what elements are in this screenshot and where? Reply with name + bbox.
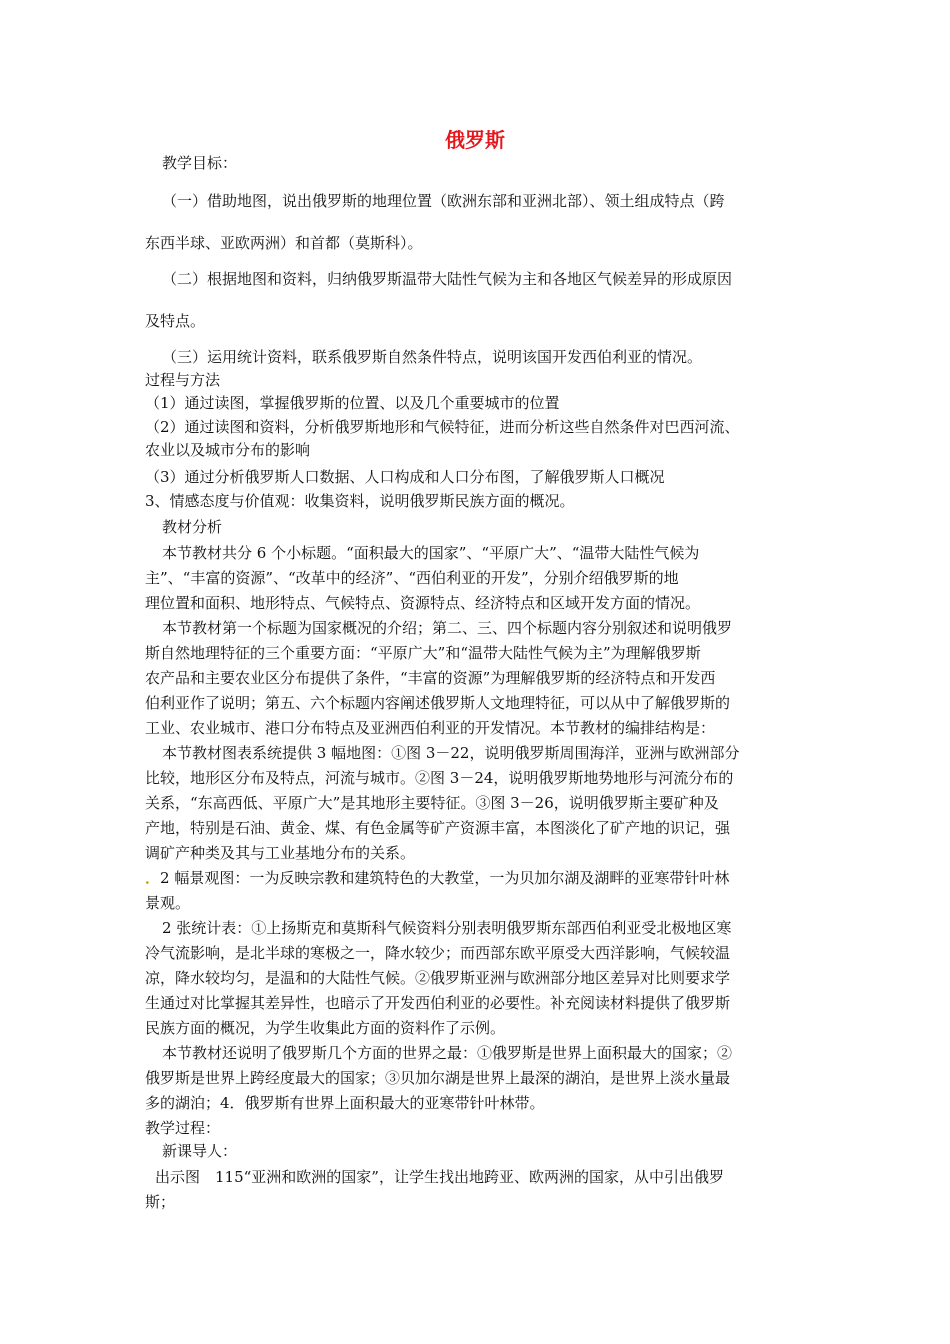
analysis-para-6-line-2: 俄罗斯是世界上跨经度最大的国家；③贝加尔湖是世界上最深的湖泊，是世界上淡水量最 xyxy=(145,1069,731,1087)
objectives-heading: 教学目标： xyxy=(162,154,238,172)
analysis-para-6-line-3: 多的湖泊；4．俄罗斯有世界上面积最大的亚寒带针叶林带。 xyxy=(145,1094,545,1112)
page-title: 俄罗斯 xyxy=(445,128,505,152)
bullet-dot: ． xyxy=(145,869,161,887)
analysis-para-3-line-5: 调矿产种类及其与工业基地分布的关系。 xyxy=(145,844,416,862)
objective-2-line-2: 及特点。 xyxy=(145,312,206,330)
analysis-para-1-line-3: 理位置和面积、地形特点、气候特点、资源特点、经济特点和区域开发方面的情况。 xyxy=(145,594,701,612)
objective-1-line-2: 东西半球、亚欧两洲）和首都（莫斯科）。 xyxy=(145,234,423,252)
analysis-para-5-line-4: 生通过对比掌握其差异性，也暗示了开发西伯利亚的必要性。补充阅读材料提供了俄罗斯 xyxy=(145,994,731,1012)
analysis-para-3-line-3: 关系，“东高西低、平原广大”是其地形主要特征。③图 3－26，说明俄罗斯主要矿种及 xyxy=(145,794,719,812)
analysis-para-2-line-3: 农产品和主要农业区分布提供了条件，“丰富的资源”为理解俄罗斯的经济特点和开发西 xyxy=(145,669,716,687)
process-item-2-line-2: 农业以及城市分布的影响 xyxy=(145,441,311,459)
analysis-para-5-line-1: 2 张统计表：①上扬斯克和莫斯科气候资料分别表明俄罗斯东部西伯利亚受北极地区寒 xyxy=(162,919,732,937)
analysis-para-4-line-1 xyxy=(145,867,810,889)
teaching-process-heading: 教学过程： xyxy=(145,1119,221,1137)
process-item-2-line-1: （2）通过读图和资料，分析俄罗斯地形和气候特征，进而分析这些自然条件对巴西河流、 xyxy=(145,418,740,436)
objective-2-line-1: （二）根据地图和资料，归纳俄罗斯温带大陆性气候为主和各地区气候差异的形成原因 xyxy=(162,270,733,288)
analysis-para-3-line-2: 比较，地形区分布及特点，河流与城市。②图 3－24，说明俄罗斯地势地形与河流分布的 xyxy=(145,769,734,787)
objective-3: （三）运用统计资料，联系俄罗斯自然条件特点，说明该国开发西伯利亚的情况。 xyxy=(162,348,703,366)
analysis-para-4-line-2: 景观。 xyxy=(145,894,191,912)
analysis-para-6-line-1: 本节教材还说明了俄罗斯几个方面的世界之最：①俄罗斯是世界上面积最大的国家；② xyxy=(162,1044,733,1062)
analysis-para-1-line-1: 本节教材共分 6 个小标题。“面积最大的国家”、“平原广大”、“温带大陆性气候为 xyxy=(162,544,700,562)
analysis-para-4-text: 2 幅景观图：一为反映宗教和建筑特色的大教堂，一为贝加尔湖及湖畔的亚寒带针叶林 xyxy=(160,869,730,887)
analysis-para-2-line-4: 伯利亚作了说明；第五、六个标题内容阐述俄罗斯人文地理特征，可以从中了解俄罗斯的 xyxy=(145,694,731,712)
analysis-para-5-line-5: 民族方面的概况，为学生收集此方面的资料作了示例。 xyxy=(145,1019,506,1037)
teaching-step-1-line-2: 斯； xyxy=(145,1193,176,1211)
analysis-para-3-line-4: 产地，特别是石油、黄金、煤、有色金属等矿产资源丰富，本图淡化了矿产地的识记，强 xyxy=(145,819,731,837)
teaching-step-1-line-1: 出示图 115“亚洲和欧洲的国家”，让学生找出地跨亚、欧两洲的国家，从中引出俄罗 xyxy=(155,1168,724,1186)
process-item-3: （3）通过分析俄罗斯人口数据、人口构成和人口分布图，了解俄罗斯人口概况 xyxy=(145,468,665,486)
process-item-1: （1）通过读图，掌握俄罗斯的位置、以及几个重要城市的位置 xyxy=(145,394,560,412)
objective-1-line-1: （一）借助地图，说出俄罗斯的地理位置（欧洲东部和亚洲北部）、领土组成特点（跨 xyxy=(162,192,725,210)
analysis-para-5-line-3: 凉，降水较均匀，是温和的大陆性气候。②俄罗斯亚洲与欧洲部分地区差异对比则要求学 xyxy=(145,969,731,987)
process-heading: 过程与方法 xyxy=(145,371,221,389)
analysis-para-2-line-1: 本节教材第一个标题为国家概况的介绍；第二、三、四个标题内容分别叙述和说明俄罗 xyxy=(162,619,733,637)
attitude-values: 3、情感态度与价值观：收集资料，说明俄罗斯民族方面的概况。 xyxy=(145,492,575,510)
analysis-para-2-line-2: 斯自然地理特征的三个重要方面：“平原广大”和“温带大陆性气候为主”为理解俄罗斯 xyxy=(145,644,701,662)
analysis-heading: 教材分析 xyxy=(162,518,223,536)
analysis-para-2-line-5: 工业、农业城市、港口分布特点及亚洲西伯利亚的开发情况。本节教材的编排结构是： xyxy=(145,719,716,737)
intro-heading: 新课导人： xyxy=(162,1142,238,1160)
analysis-para-5-line-2: 冷气流影响，是北半球的寒极之一，降水较少；而西部东欧平原受大西洋影响，气候较温 xyxy=(145,944,731,962)
analysis-para-3-line-1: 本节教材图表系统提供 3 幅地图：①图 3－22，说明俄罗斯周围海洋，亚洲与欧洲部分 xyxy=(162,744,740,762)
analysis-para-1-line-2: 主”、“丰富的资源”、“改革中的经济”、“西伯利亚的开发”，分别介绍俄罗斯的地 xyxy=(145,569,679,587)
